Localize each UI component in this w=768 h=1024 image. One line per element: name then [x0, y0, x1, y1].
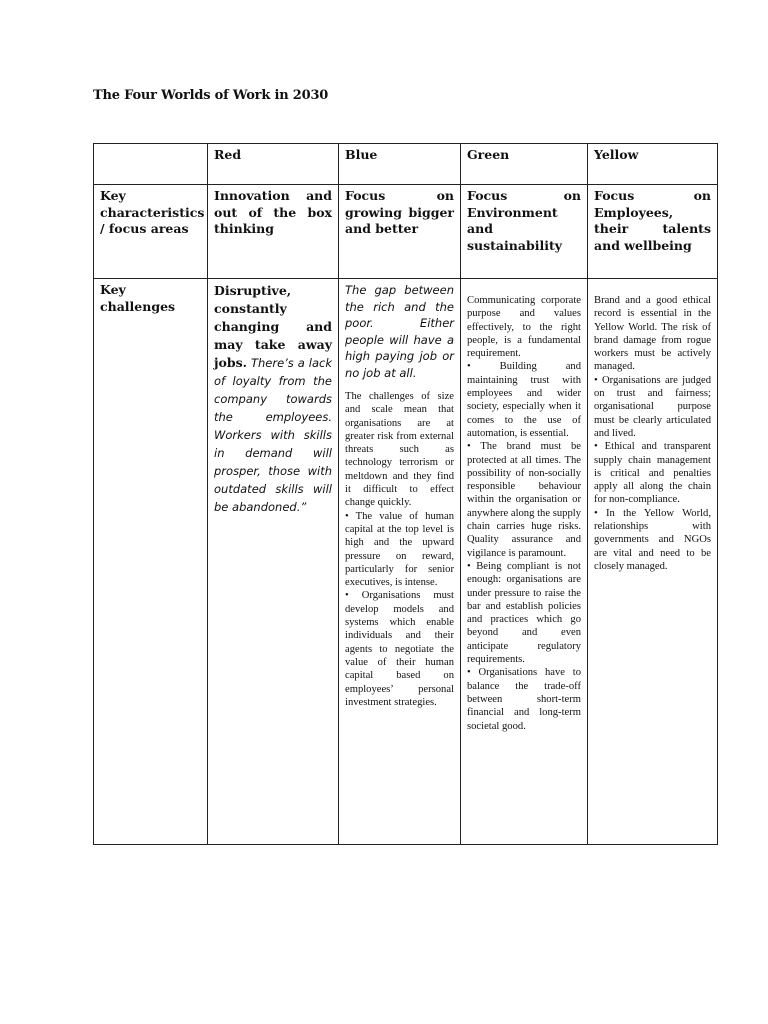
challenges-yellow-paragraph: • Organisations are judged on trust and fairness; organisational purpose must be clearly articulated and lived.	[594, 374, 711, 439]
characteristics-blue: Focus on growing bigger and better	[345, 188, 454, 236]
challenges-green-paragraph: • Being compliant is not enough: organisations are under pressure to raise the bar and establish policies and practices which go beyond and even anticipate regulatory requirements.	[467, 560, 581, 666]
challenges-green-paragraph: • The brand must be protected at all times. The possibility of non-socially responsible behaviour within the organisation or anywhere along the supply chain carries huge risks. Quality assurance and vigilance is paramount.	[467, 441, 581, 559]
challenges-row	[94, 279, 718, 845]
characteristics-cell-red	[208, 185, 339, 279]
header-cell-red	[208, 144, 339, 185]
four-worlds-table	[93, 143, 718, 845]
characteristics-cell-blue	[339, 185, 461, 279]
characteristics-green: Focus on Environment and sustainability	[467, 188, 581, 253]
challenges-cell-yellow	[588, 279, 718, 845]
challenges-red-italic: There’s a lack of loyalty from the company towards the employees. Workers with skills in demand will prosper, those with outdated skills will be abandoned.”	[214, 356, 332, 514]
challenges-green-paragraph: • Building and maintaining trust with employees and wider society, especially when it comes to the use of automation, is essential.	[467, 361, 581, 439]
header-cell-yellow	[588, 144, 718, 185]
challenges-cell-green	[461, 279, 588, 845]
characteristics-row	[94, 185, 718, 279]
challenges-blue-paragraph: The challenges of size and scale mean that organisations are at greater risk from external threats such as technology terrorism or meltdown and they find it difficult to effect change quickly.	[345, 391, 454, 509]
characteristics-red: Innovation and out of the box thinking	[214, 188, 332, 236]
challenges-red-bold: Disruptive, constantly changing and may take away jobs.	[214, 283, 332, 370]
document-title: The Four Worlds of Work in 2030	[93, 88, 329, 103]
challenges-yellow-paragraph: • In the Yellow World, relationships with governments and NGOs are vital and need to be closely managed.	[594, 507, 711, 572]
header-cell-green	[461, 144, 588, 185]
challenges-green-paragraph: • Organisations have to balance the trade-off between short-term financial and long-term societal good.	[467, 667, 581, 732]
challenges-green-paragraph: Communicating corporate purpose and values effectively, to the right people, is a fundamental requirement.	[467, 295, 581, 360]
challenges-yellow-paragraph: Brand and a good ethical record is essential in the Yellow World. The risk of brand damage from rogue workers must be actively managed.	[594, 295, 711, 373]
challenges-cell-red	[208, 279, 339, 845]
header-green: Green	[467, 147, 510, 162]
header-cell-empty	[94, 144, 208, 185]
row-label-cell	[94, 185, 208, 279]
row-label-challenges: Key challenges	[100, 282, 176, 314]
challenges-cell-blue	[339, 279, 461, 845]
header-red: Red	[214, 147, 242, 162]
header-blue: Blue	[345, 147, 378, 162]
characteristics-cell-yellow	[588, 185, 718, 279]
characteristics-cell-green	[461, 185, 588, 279]
challenges-blue-italic: The gap between the rich and the poor. Either people will have a high paying job or no job at all.	[345, 283, 454, 380]
challenges-yellow-paragraph: • Ethical and transparent supply chain management is critical and penalties apply all along the chain for non-compliance.	[594, 441, 711, 506]
characteristics-yellow: Focus on Employees, their talents and wellbeing	[594, 188, 711, 253]
header-cell-blue	[339, 144, 461, 185]
row-label-characteristics: Key characteristics / focus areas	[100, 188, 205, 236]
row-label-cell	[94, 279, 208, 845]
challenges-blue-paragraph: • Organisations must develop models and systems which enable individuals and their agents to negotiate the value of their human capital based on employees’ personal investment strategies.	[345, 590, 454, 708]
header-row	[94, 144, 718, 185]
challenges-blue-paragraph: • The value of human capital at the top level is high and the upward pressure on reward, particularly for senior executives, is intense.	[345, 510, 454, 589]
header-yellow: Yellow	[594, 147, 639, 162]
